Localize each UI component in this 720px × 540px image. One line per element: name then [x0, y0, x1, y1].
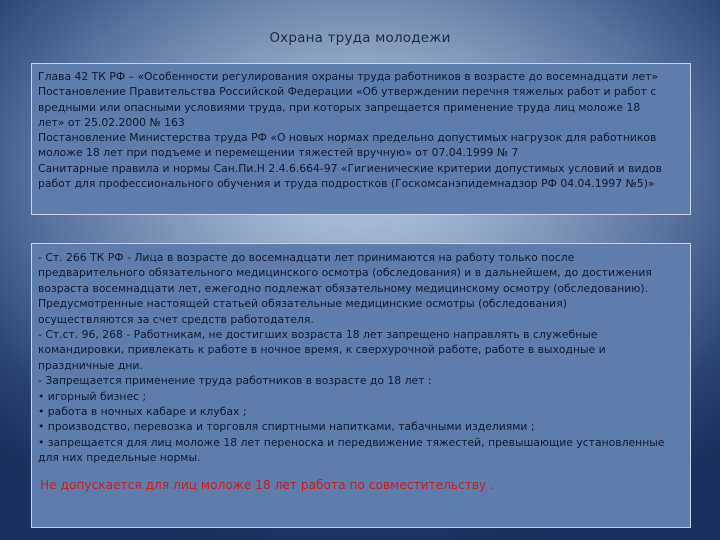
legal-documents-box [31, 63, 691, 215]
rule-line: - Запрещается применение труда работников в возрасте до 18 лет : [38, 374, 432, 388]
document-line: Постановление Министерства труда РФ «О новых нормах предельно допустимых нагрузок для работников [38, 131, 657, 145]
rule-line: предварительного обязательного медицинского осмотра (обследования) и в дальнейшем, до достижения [38, 266, 652, 280]
rule-line: праздничные дни. [38, 358, 143, 372]
document-line: лет» от 25.02.2000 № 163 [38, 115, 185, 129]
document-line: Санитарные правила и нормы Сан.Пи.Н 2.4.6.664-97 «Гигиенические критерии допустимых условий и видов [38, 161, 662, 175]
warning-text: Не допускается для лиц моложе 18 лет работа по совместительству . [40, 477, 495, 492]
rule-line: возраста восемнадцати лет, ежегодно подлежат обязательному медицинскому осмотру (обследованию). [38, 281, 649, 295]
rule-line: - Ст.ст. 96, 268 - Работникам, не достигших возраста 18 лет запрещено направлять в служебные [38, 328, 598, 342]
rule-line: командировки, привлекать к работе в ночное время, к сверхурочной работе, работе в выходные и [38, 343, 606, 357]
document-line: работ для профессионального обучения и труда подростков (Госкомсанэпидемнадзор РФ 04.04.1997 №5)» [38, 177, 655, 191]
rule-line: • производство, перевозка и торговля спиртными напитками, табачными изделиями ; [38, 420, 535, 434]
document-line: вредными или опасными условиями труда, при которых запрещается применение труда лиц моложе 18 [38, 100, 641, 114]
rule-line: • работа в ночных кабаре и клубах ; [38, 405, 247, 419]
page-title: Охрана труда молодежи [269, 30, 451, 46]
rule-line: для них предельные нормы. [38, 451, 201, 465]
document-line: моложе 18 лет при подъеме и перемещении тяжестей вручную» от 07.04.1999 № 7 [38, 146, 519, 160]
rule-line: осуществляются за счет средств работодателя. [38, 312, 314, 326]
document-line: Постановление Правительства Российской Федерации «Об утверждении перечня тяжелых работ и работ с [38, 85, 657, 99]
rule-line: • запрещается для лиц моложе 18 лет переноска и передвижение тяжестей, превышающие установленные [38, 435, 665, 449]
document-line: Глава 42 ТК РФ – «Особенности регулирования охраны труда работников в возрасте до восемнадцати лет» [38, 70, 659, 83]
rule-line: • игорный бизнес ; [38, 389, 147, 403]
labor-rules-box [31, 243, 691, 528]
rule-line: - Ст. 266 ТК РФ - Лица в возрасте до восемнадцати лет принимаются на работу только после [38, 251, 575, 264]
rule-line: Предусмотренные настоящей статьей обязательные медицинские осмотры (обследования) [38, 297, 567, 311]
